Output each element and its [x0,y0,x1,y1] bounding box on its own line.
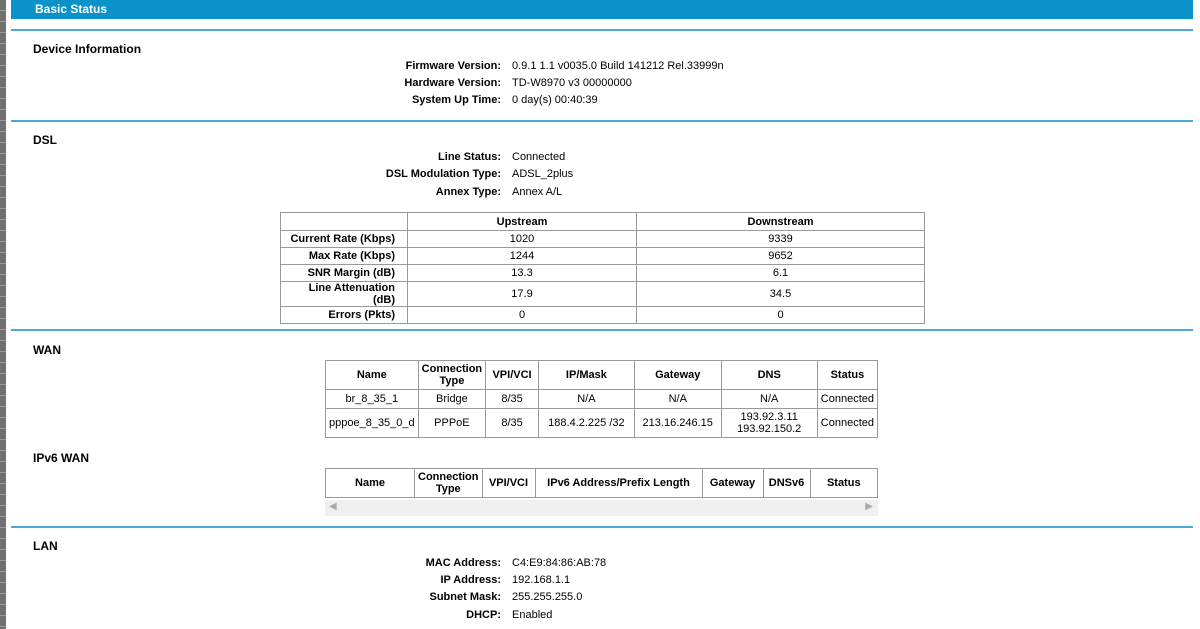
wan-dns-primary: 193.92.3.11 [740,411,798,423]
wan-vpi-vci: 8/35 [486,409,539,438]
mac-address-value: C4:E9:84:86:AB:78 [512,557,607,569]
table-header-cell: Connection Type [415,469,483,498]
table-header-cell: VPI/VCI [482,469,535,498]
table-header-cell: Downstream [637,213,925,231]
table-header-row [326,469,878,498]
system-uptime-value: 0 day(s) 00:40:39 [512,94,598,106]
hardware-version-row [0,77,1200,91]
table-header-cell: Status [817,361,877,390]
row-label: Line Attenuation (dB) [281,282,408,307]
wan-connection-type: PPPoE [418,409,486,438]
dhcp-row [0,609,1200,623]
downstream-value: 0 [637,307,925,324]
page-header [11,0,1193,19]
wan-name: pppoe_8_35_0_d [326,409,419,438]
ip-address-label: IP Address: [440,574,501,586]
subnet-mask-row [0,591,1200,605]
subnet-mask-value: 255.255.255.0 [512,591,583,603]
wan-dns: N/A [721,390,817,409]
section-divider [11,526,1193,528]
dsl-title: DSL [33,133,57,147]
table-header-cell: DNS [721,361,817,390]
wan-name: br_8_35_1 [326,390,419,409]
table-row [281,231,925,248]
table-header-cell: DNSv6 [763,469,810,498]
annex-type-row [0,186,1200,200]
downstream-value: 9652 [637,248,925,265]
dhcp-value: Enabled [512,609,553,621]
row-label: Max Rate (Kbps) [281,248,408,265]
row-label: Errors (Pkts) [281,307,408,324]
table-row [281,307,925,324]
wan-dns [721,409,817,438]
wan-ip-mask: 188.4.2.225 /32 [538,409,634,438]
scroll-left-arrow-icon[interactable]: ◀ [329,501,337,512]
ip-address-row [0,574,1200,588]
line-status-value: Connected [512,151,566,163]
wan-ip-mask: N/A [538,390,634,409]
dsl-modulation-label: DSL Modulation Type: [385,168,501,180]
mac-address-row [0,557,1200,571]
row-label: Current Rate (Kbps) [281,231,408,248]
line-status-label: Line Status: [438,151,501,163]
system-uptime-label: System Up Time: [411,94,501,106]
scroll-right-arrow-icon[interactable]: ▶ [865,501,873,512]
page-title: Basic Status [35,2,108,16]
table-header-cell: Status [810,469,878,498]
firmware-version-row [0,60,1200,74]
wan-dns-secondary: 193.92.150.2 [737,423,802,435]
upstream-value: 1244 [408,248,637,265]
line-status-row [0,151,1200,165]
dsl-modulation-row [0,168,1200,182]
section-divider [11,29,1193,31]
lan-title: LAN [33,539,58,553]
hardware-version-label: Hardware Version: [404,77,501,89]
table-header-row [281,213,925,231]
table-row [326,390,878,409]
table-header-cell: Gateway [702,469,763,498]
downstream-value: 9339 [637,231,925,248]
upstream-value: 17.9 [408,282,637,307]
wan-gateway: N/A [634,390,721,409]
table-header-cell: VPI/VCI [486,361,539,390]
ipv6-wan-table [325,468,878,498]
ip-address-value: 192.168.1.1 [512,574,571,586]
upstream-value: 0 [408,307,637,324]
hardware-version-value: TD-W8970 v3 00000000 [512,77,632,89]
table-header-cell: Name [326,361,419,390]
horizontal-scrollbar[interactable] [325,500,878,516]
downstream-value: 6.1 [637,265,925,282]
table-row [281,282,925,307]
wan-connection-type: Bridge [418,390,486,409]
subnet-mask-label: Subnet Mask: [429,591,501,603]
upstream-value: 13.3 [408,265,637,282]
table-row [281,265,925,282]
section-divider [11,120,1193,122]
annex-type-value: Annex A/L [512,186,563,198]
table-row [281,248,925,265]
downstream-value: 34.5 [637,282,925,307]
row-label: SNR Margin (dB) [281,265,408,282]
device-info-title: Device Information [33,42,142,56]
dsl-modulation-value: ADSL_2plus [512,168,574,180]
table-header-cell: Name [326,469,415,498]
system-uptime-row [0,94,1200,108]
wan-status: Connected [817,409,877,438]
table-header-cell [281,213,408,231]
dsl-stats-table [280,212,925,324]
mac-address-label: MAC Address: [425,557,501,569]
upstream-value: 1020 [408,231,637,248]
dhcp-label: DHCP: [466,609,501,621]
table-header-cell: IP/Mask [538,361,634,390]
table-row [326,409,878,438]
wan-status: Connected [817,390,877,409]
table-header-cell: IPv6 Address/Prefix Length [535,469,702,498]
annex-type-label: Annex Type: [435,186,501,198]
wan-gateway: 213.16.246.15 [634,409,721,438]
table-header-cell: Connection Type [418,361,486,390]
wan-table [325,360,878,438]
section-divider [11,329,1193,331]
table-header-row [326,361,878,390]
firmware-version-label: Firmware Version: [405,60,501,72]
wan-vpi-vci: 8/35 [486,390,539,409]
firmware-version-value: 0.9.1 1.1 v0035.0 Build 141212 Rel.33999n [512,60,724,72]
table-header-cell: Upstream [408,213,637,231]
ipv6-wan-title: IPv6 WAN [33,451,90,465]
table-header-cell: Gateway [634,361,721,390]
wan-title: WAN [33,343,61,357]
